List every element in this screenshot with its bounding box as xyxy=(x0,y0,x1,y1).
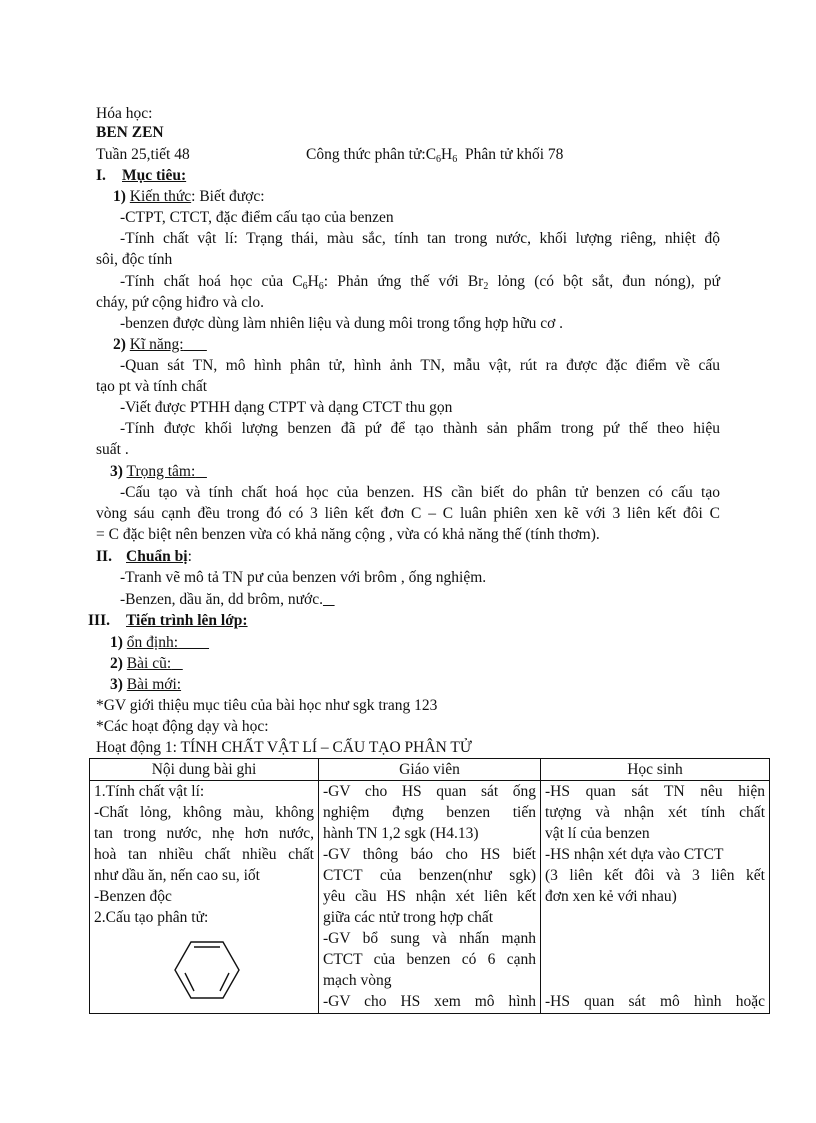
table-header-row xyxy=(90,759,770,781)
knowledge-line: -Tính chất vật lí: Trạng thái, màu sắc, tính tan trong nước, khối lượng riêng, nhiệt độ xyxy=(120,230,720,247)
skills-line: suất . xyxy=(96,441,129,458)
skills-line: -Viết được PTHH dạng CTPT và dạng CTCT thu gọn xyxy=(120,399,453,416)
subsection-knowledge-heading: 1) Kiến thức: Biết được: xyxy=(113,188,265,205)
table-row xyxy=(90,781,770,1014)
skills-line: tạo pt và tính chất xyxy=(96,378,208,395)
focus-line: -Cấu tạo và tính chất hoá học của benzen. HS cần biết do phân tử benzen có cấu tạo xyxy=(120,484,720,501)
knowledge-chemistry-line: -Tính chất hoá học của $C_6H_6$: Phản ứng thế với $Br_2$ lỏng (có bột sắt, đun nóng), pứ xyxy=(120,273,721,292)
procedure-line: *GV giới thiệu mục tiêu của bài học như sgk trang 123 xyxy=(96,697,438,714)
section-lesson-procedure-heading: III. Tiến trình lên lớp: xyxy=(88,612,248,629)
activity-heading: Hoạt động 1: TÍNH CHẤT VẬT LÍ – CẤU TẠO PHÂN TỬ xyxy=(96,739,472,756)
benzene-ring-icon xyxy=(174,940,240,1000)
student-cell: -HS quan sát TN nêu hiện tượng và nhận xét tính chất vật lí của benzen -HS nhận xét dựa vào CTCT (3 liên kết đôi và 3 liên kết đơn xen kẻ với nhau) -HS quan sát mô hình hoặc xyxy=(541,781,770,1014)
skills-line: -Tính được khối lượng benzen đã pứ để tạo thành sản phẩm trong pứ thế theo hiệu xyxy=(120,420,720,437)
knowledge-line: sôi, độc tính xyxy=(96,251,173,268)
week-period: Tuần 25,tiết 48 xyxy=(96,146,190,163)
subsection-focus-heading: 3) Trọng tâm: xyxy=(110,463,196,480)
procedure-line: *Các hoạt động dạy và học: xyxy=(96,718,269,735)
knowledge-line: -benzen được dùng làm nhiên liệu và dung môi trong tổng hợp hữu cơ . xyxy=(120,315,564,332)
section-objectives-heading: I. Mục tiêu: xyxy=(96,167,187,184)
procedure-item-new-lesson: 3) Bài mới: xyxy=(110,676,182,693)
table-header-teacher: Giáo viên xyxy=(319,759,541,781)
focus-line: vòng sáu cạnh đều trong đó có 3 liên kết đơn C – C luân phiên xen kẽ với 3 liên kết đôi C xyxy=(96,505,720,522)
procedure-item-stabilize: 1) ổn định: xyxy=(110,634,179,651)
teacher-cell: -GV cho HS quan sát ống nghiệm đựng benzen tiến hành TN 1,2 sgk (H4.13) -GV thông báo cho HS biết CTCT của benzen(như sgk) yêu cầu HS nhận xét liên kết giữa các ntử trong hợp chất -GV bổ sung và nhấn mạnh CTCT của benzen có 6 cạnh mạch vòng -GV cho HS xem mô hình xyxy=(319,781,541,1014)
skills-line: -Quan sát TN, mô hình phân tử, hình ảnh TN, mẫu vật, rút ra được đặc điểm về cấu xyxy=(120,357,720,374)
subsection-skills-heading: 2) Kĩ năng: xyxy=(113,336,184,353)
preparation-line: -Tranh vẽ mô tả TN pư của benzen với brôm , ống nghiệm. xyxy=(120,569,487,586)
table-header-content: Nội dung bài ghi xyxy=(90,759,319,781)
procedure-item-review: 2) Bài cũ: xyxy=(110,655,172,672)
molecular-formula: Công thức phân $tử:C_6H_6$ Phân tử khối 78 xyxy=(306,146,564,165)
preparation-line: -Benzen, dầu ăn, dd brôm, nước. xyxy=(120,591,323,608)
table-header-student: Học sinh xyxy=(541,759,770,781)
focus-line: = C đặc biệt nên benzen vừa có khả năng cộng , vừa có khả năng thế (tính thơm). xyxy=(96,526,600,543)
knowledge-line: cháy, pứ cộng hiđro và clo. xyxy=(96,294,264,311)
section-preparation-heading: II. Chuẩn bị: xyxy=(96,548,192,565)
knowledge-line: -CTPT, CTCT, đặc điểm cấu tạo của benzen xyxy=(120,209,394,226)
content-cell: 1.Tính chất vật lí: -Chất lỏng, không màu, không tan trong nước, nhẹ hơn nước, hoà tan nhiều chất nhiều chất như dầu ăn, nến cao su, iốt -Benzen độc 2.Cấu tạo phân tử: xyxy=(90,781,319,1014)
lesson-activity-table xyxy=(89,758,770,1014)
subject-label: Hóa học: xyxy=(96,105,153,122)
lesson-title: BEN ZEN xyxy=(96,124,164,141)
